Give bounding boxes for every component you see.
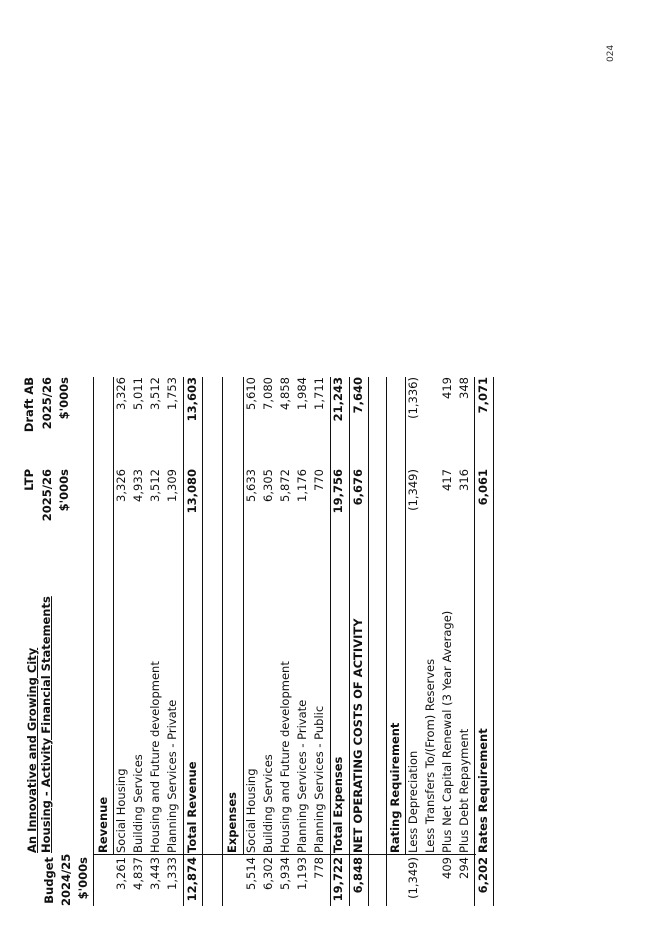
rating-row-label: Less Depreciation [406,750,420,853]
expenses-row-draft: 1,711 [312,377,326,410]
net-rule-top [349,377,350,906]
expenses-row-ltp: 1,176 [295,469,309,502]
header-ltp-l3: $'000s [57,469,71,512]
expenses-row-draft: 4,858 [278,377,292,410]
expenses-row-label: Planning Services - Public [312,705,326,853]
rating-row-ltp: 316 [457,469,471,491]
rates-total-rule-bottom [493,377,494,906]
expenses-row-budget: 1,193 [295,857,309,890]
header-draft-l2: 2025/26 [40,377,54,430]
header-draft-l1: Draft AB [22,377,36,433]
revenue-row-ltp: 1,309 [165,469,179,502]
revenue-row-ltp: 4,933 [131,469,145,502]
rating-row-budget: (1,349) [406,857,420,899]
expenses-row-label: Social Housing [244,768,258,853]
rating-heading-rule-top [386,377,387,906]
header-rule [93,377,94,906]
rating-row-label: Plus Debt Repayment [457,728,471,853]
revenue-row-label: Social Housing [114,768,128,853]
revenue-row-budget: 4,837 [131,857,145,890]
expenses-row-draft: 7,080 [261,377,275,410]
revenue-total-label: Total Revenue [185,761,199,853]
rates-total-label: Rates Requirement [476,728,490,853]
revenue-total-rule-bottom [202,377,203,906]
rates-total-budget: 6,202 [476,857,490,894]
expenses-heading-rule-top [222,377,223,906]
rating-row-draft: 419 [440,377,454,399]
expenses-total-draft: 21,243 [331,377,345,422]
rates-total-draft: 7,071 [476,377,490,414]
header-budget-l1: Budget [42,857,56,904]
revenue-row-draft: 5,011 [131,377,145,410]
expenses-row-budget: 6,302 [261,857,275,890]
revenue-total-draft: 13,603 [185,377,199,422]
net-operating-draft: 7,640 [351,377,365,414]
rating-heading: Rating Requirement [388,722,402,853]
revenue-heading: Revenue [96,796,110,853]
expenses-row-draft: 1,984 [295,377,309,410]
revenue-row-draft: 1,753 [165,377,179,410]
revenue-total-budget: 12,874 [185,857,199,902]
report-subtitle: Housing - Activity Financial Statements [39,596,53,853]
revenue-total-ltp: 13,080 [185,469,199,514]
revenue-row-label: Building Services [131,754,145,853]
page-number: 024 [606,44,616,62]
rates-total-rule-top [474,377,475,906]
expenses-heading: Expenses [225,792,239,853]
header-budget-l3: $'000s [76,857,90,900]
rating-row-draft: (1,336) [406,377,420,419]
rating-row-budget: 294 [457,857,471,879]
label-column-divider [94,854,476,855]
rating-row-budget: 409 [440,857,454,879]
expenses-total-ltp: 19,756 [331,469,345,514]
revenue-row-budget: 3,261 [114,857,128,890]
rating-row-label: Plus Net Capital Renewal (3 Year Average) [440,610,454,853]
revenue-row-ltp: 3,512 [148,469,162,502]
rating-row-ltp: 417 [440,469,454,491]
financial-statement [22,370,490,906]
rating-row-label: Less Transfers To/(From) Reserves [423,658,437,853]
expenses-row-ltp: 5,633 [244,469,258,502]
expenses-row-label: Planning Services - Private [295,699,309,853]
net-operating-ltp: 6,676 [351,469,365,506]
header-ltp-l1: LTP [22,469,36,491]
expenses-row-label: Building Services [261,754,275,853]
net-operating-label: NET OPERATING COSTS OF ACTIVITY [351,618,365,853]
report-title: An Innovative and Growing City [25,647,39,853]
expenses-row-ltp: 6,305 [261,469,275,502]
expenses-row-ltp: 770 [312,469,326,491]
expenses-row-budget: 5,514 [244,857,258,890]
rates-total-ltp: 6,061 [476,469,490,506]
revenue-row-label: Planning Services - Private [165,699,179,853]
net-rule-bottom [368,377,369,906]
expenses-total-budget: 19,722 [331,857,345,902]
revenue-row-draft: 3,326 [114,377,128,410]
expenses-row-budget: 5,934 [278,857,292,890]
revenue-row-label: Housing and Future development [148,661,162,853]
net-operating-budget: 6,848 [351,857,365,894]
revenue-row-budget: 3,443 [148,857,162,890]
revenue-row-draft: 3,512 [148,377,162,410]
header-budget-l2: 2024/25 [59,853,73,906]
header-draft-l3: $'000s [57,377,71,420]
revenue-row-budget: 1,333 [165,857,179,890]
expenses-row-draft: 5,610 [244,377,258,410]
expenses-row-ltp: 5,872 [278,469,292,502]
header-ltp-l2: 2025/26 [40,469,54,522]
expenses-row-label: Housing and Future development [278,661,292,853]
revenue-total-rule-top [183,377,184,906]
expenses-total-label: Total Expenses [331,756,345,853]
rating-row-ltp: (1,349) [406,469,420,511]
expenses-row-budget: 778 [312,857,326,879]
revenue-row-ltp: 3,326 [114,469,128,502]
rating-row-draft: 348 [457,377,471,399]
